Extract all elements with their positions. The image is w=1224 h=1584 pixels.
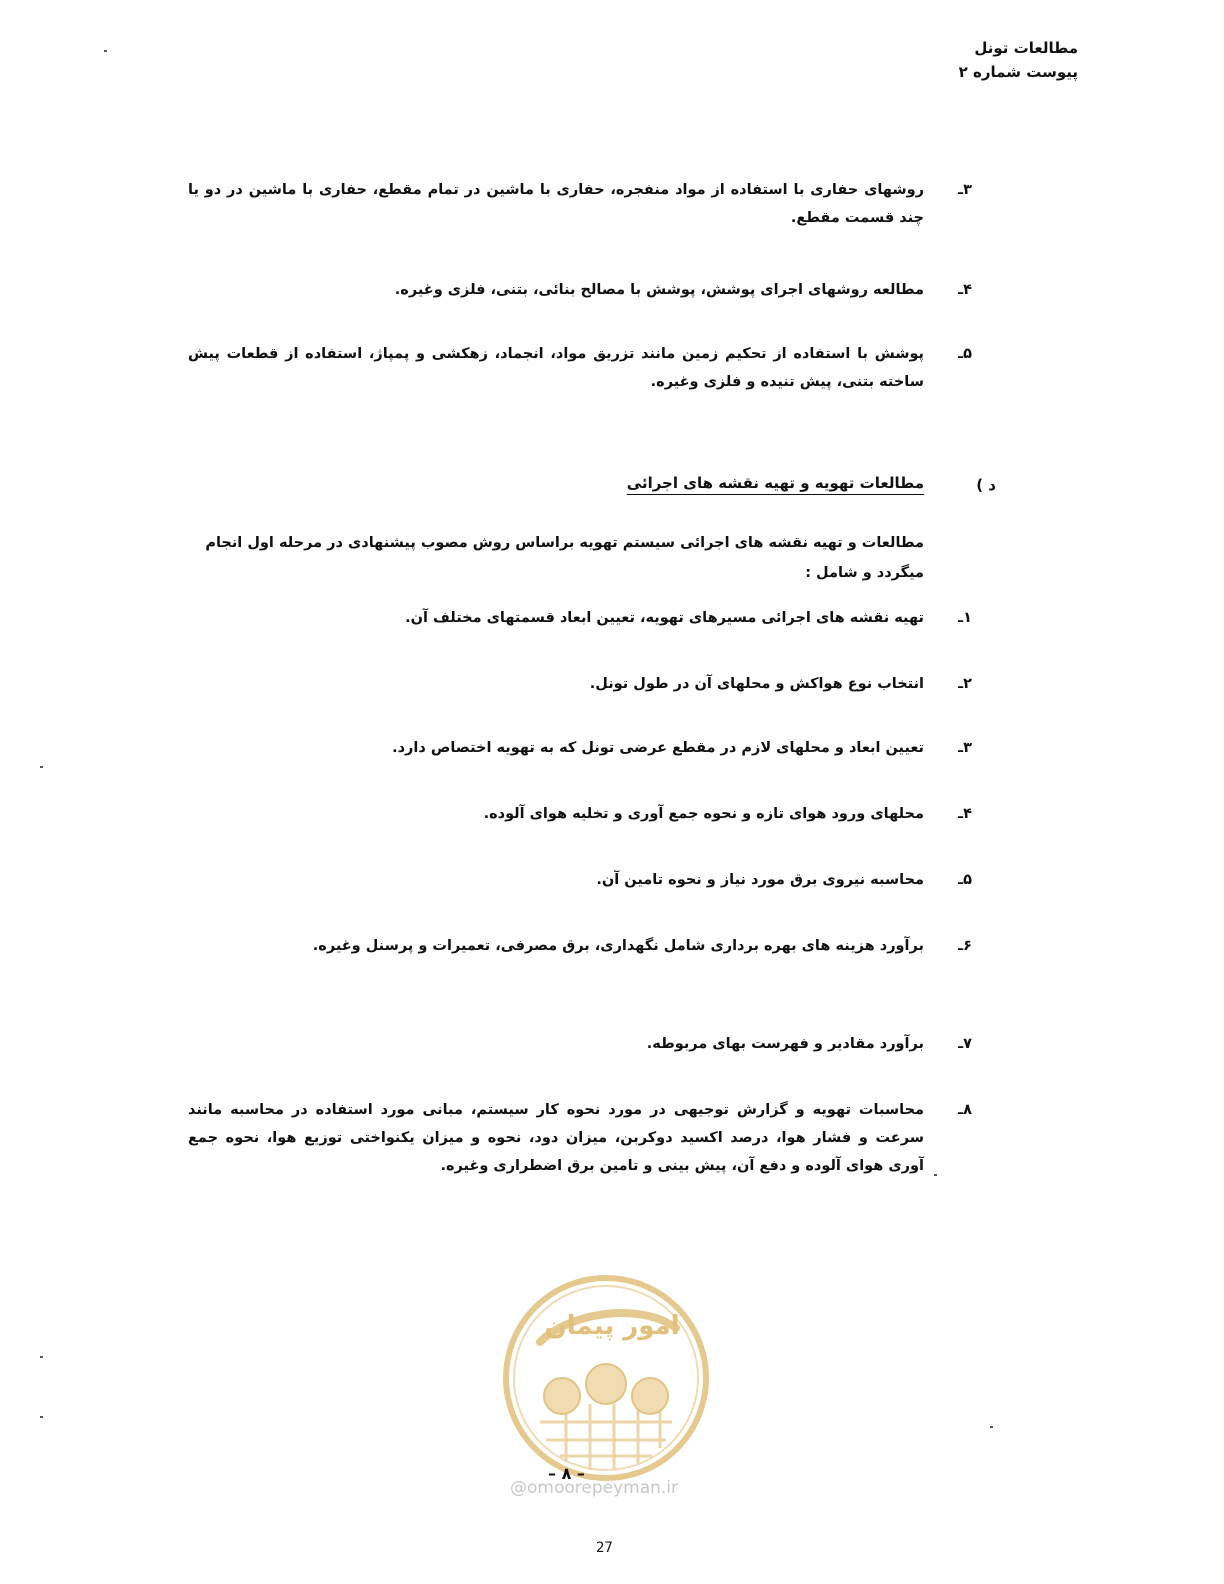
item-number: ۸ـ: [958, 1102, 972, 1118]
section-intro: مطالعات و تهیه نقشه های اجرائی سیستم تهویه براساس روش مصوب پیشنهادی در مرحله اول انجام میگردد و شامل :: [205, 535, 924, 581]
scan-speck: [104, 50, 107, 52]
section-letter: د ): [976, 476, 996, 494]
item-number: ۷ـ: [958, 1036, 972, 1052]
item-number: ۴ـ: [958, 282, 972, 298]
list-item: [188, 866, 972, 894]
item-text: برآورد هزینه های بهره برداری شامل نگهداری، برق مصرفی، تعمیرات و پرسنل وغیره.: [312, 938, 924, 954]
scan-speck: [40, 1416, 43, 1418]
item-text: محلهای ورود هوای تازه و نحوه جمع آوری و تخلیه هوای آلوده.: [483, 806, 924, 822]
list-item: [188, 932, 972, 960]
stamp-gears: [544, 1364, 668, 1414]
item-text: برآورد مقادیر و فهرست بهای مربوطه.: [646, 1036, 924, 1052]
list-item: [188, 1096, 972, 1180]
list-item: [188, 340, 972, 396]
item-text: محاسبات تهویه و گزارش توجیهی در مورد نحوه کار سیستم، مبانی مورد استفاده در محاسبه مانند سرعت و فشار هوا، درصد اکسید دوکربن، میزان دود، نحوه و میزان یکنواختی توزیع هوا، نحوه جمع آوری هوای آلوده و دفع آن، پیش بینی و تامین برق اضطراری وغیره.: [188, 1102, 924, 1174]
page-number: 27: [596, 1540, 613, 1556]
scan-speck: [40, 1356, 43, 1358]
item-text: مطالعه روشهای اجرای پوشش، پوشش با مصالح بنائی، بتنی، فلزی وغیره.: [394, 282, 924, 298]
item-number: ۱ـ: [958, 610, 972, 626]
item-number: ۵ـ: [958, 346, 972, 362]
watermark-url: @omoorepeyman.ir: [510, 1478, 679, 1498]
list-item: [188, 800, 972, 828]
item-text: تهیه نقشه های اجرائی مسیرهای تهویه، تعیین ابعاد قسمتهای مختلف آن.: [405, 610, 924, 626]
scan-speck: [990, 1426, 993, 1428]
stamp-text: امور پیمان: [544, 1311, 680, 1341]
item-text: پوشش با استفاده از تحکیم زمین مانند تزریق مواد، انجماد، زهکشی و پمپاژ، استفاده از قطعات پیش ساخته بتنی، پیش تنیده و فلزی وغیره.: [188, 346, 924, 390]
list-item: [188, 1030, 972, 1058]
section-title: مطالعات تهویه و تهیه نقشه های اجرائی: [626, 474, 924, 492]
item-text: تعیین ابعاد و محلهای لازم در مقطع عرضی تونل که به تهویه اختصاص دارد.: [392, 740, 924, 756]
item-text: محاسبه نیروی برق مورد نیاز و نحوه تامین آن.: [596, 872, 924, 888]
item-number: ۶ـ: [958, 938, 972, 954]
item-number: ۵ـ: [958, 872, 972, 888]
header-subtitle: پیوست شماره ۲: [958, 63, 1078, 81]
page-marker: – ٨ –: [548, 1464, 585, 1483]
header-title: مطالعات تونل: [974, 39, 1078, 57]
item-text: روشهای حفاری با استفاده از مواد منفجره، حفاری با ماشین در تمام مقطع، حفاری با ماشین در دو یا چند قسمت مقطع.: [188, 182, 924, 226]
scan-speck: [934, 1174, 937, 1176]
item-number: ۲ـ: [958, 676, 972, 692]
list-item: [188, 276, 972, 304]
item-number: ۳ـ: [958, 182, 972, 198]
watermark-stamp: [500, 1272, 712, 1488]
scan-speck: [40, 766, 43, 768]
item-number: ۴ـ: [958, 806, 972, 822]
list-item: [188, 670, 972, 698]
item-number: ۳ـ: [958, 740, 972, 756]
list-item: [188, 176, 972, 232]
list-item: [188, 734, 972, 762]
document-header: [959, 36, 1078, 84]
stamp-logo: [500, 1272, 712, 1484]
item-text: انتخاب نوع هواکش و محلهای آن در طول تونل.: [589, 676, 924, 692]
list-item: [188, 604, 972, 632]
